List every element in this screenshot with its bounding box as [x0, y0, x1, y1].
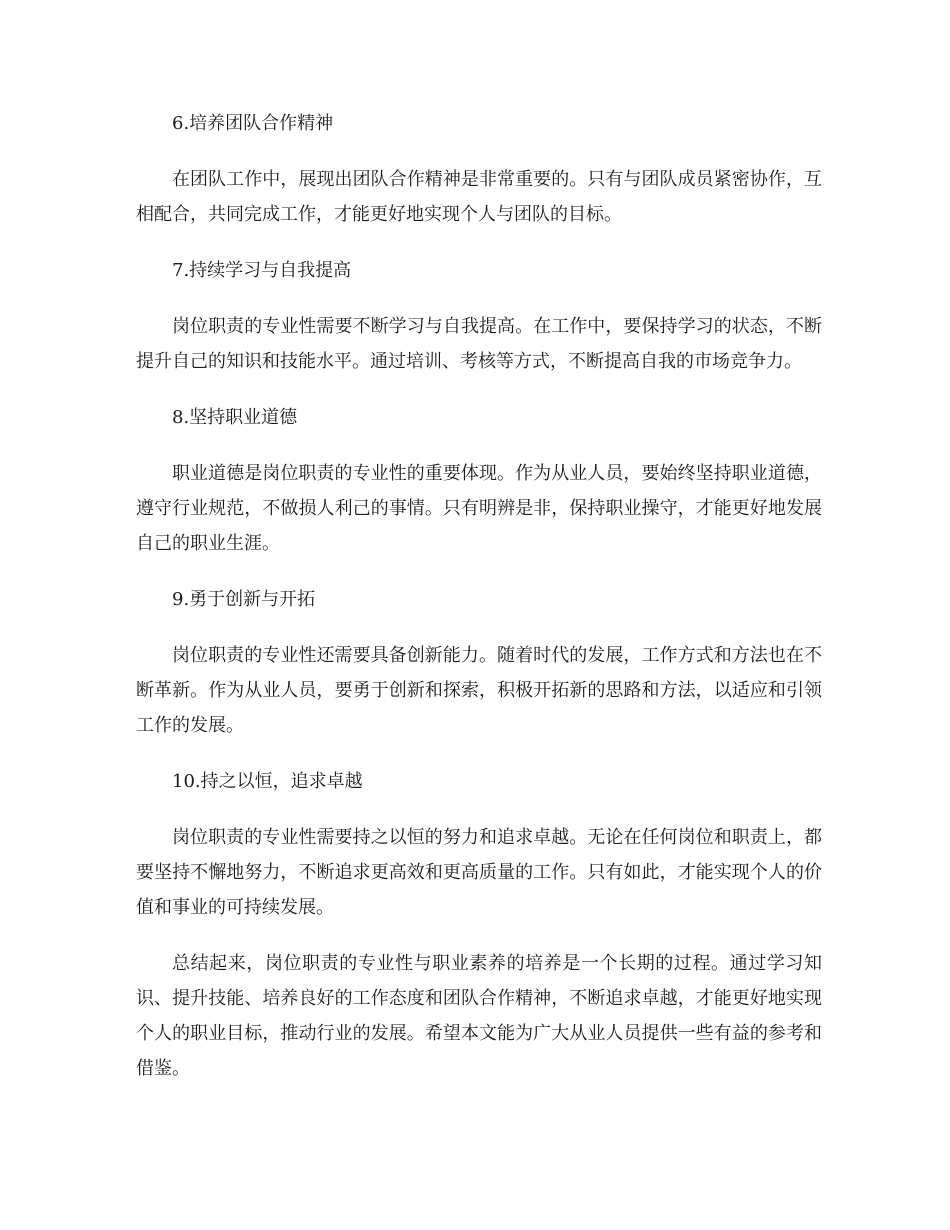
- section-heading-7: 7.持续学习与自我提高: [172, 260, 352, 281]
- section-paragraph-6: 在团队工作中，展现出团队合作精神是非常重要的。只有与团队成员紧密协作，互相配合，共同完成工作，才能更好地实现个人与团队的目标。: [136, 169, 822, 225]
- section-heading-6: 6.培养团队合作精神: [172, 113, 334, 134]
- conclusion-paragraph: 总结起来，岗位职责的专业性与职业素养的培养是一个长期的过程。通过学习知识、提升技能、培养良好的工作态度和团队合作精神，不断追求卓越，才能更好地实现个人的职业目标，推动行业的发展。希望本文能为广大从业人员提供一些有益的参考和借鉴。: [136, 953, 822, 1079]
- section-heading-9: 9.勇于创新与开拓: [172, 589, 316, 610]
- section-paragraph-8: 职业道德是岗位职责的专业性的重要体现。作为从业人员，要始终坚持职业道德，遵守行业规范，不做损人利己的事情。只有明辨是非，保持职业操守，才能更好地发展自己的职业生涯。: [136, 463, 822, 554]
- section-heading-8: 8.坚持职业道德: [172, 407, 298, 428]
- section-paragraph-10: 岗位职责的专业性需要持之以恒的努力和追求卓越。无论在任何岗位和职责上，都要坚持不懈地努力，不断追求更高效和更高质量的工作。只有如此，才能实现个人的价值和事业的可持续发展。: [136, 827, 822, 918]
- document-body: [136, 106, 822, 1107]
- section-paragraph-9: 岗位职责的专业性还需要具备创新能力。随着时代的发展，工作方式和方法也在不断革新。作为从业人员，要勇于创新和探索，积极开拓新的思路和方法，以适应和引领工作的发展。: [136, 645, 822, 736]
- section-heading-10: 10.持之以恒，追求卓越: [172, 771, 363, 792]
- section-paragraph-7: 岗位职责的专业性需要不断学习与自我提高。在工作中，要保持学习的状态，不断提升自己的知识和技能水平。通过培训、考核等方式，不断提高自我的市场竞争力。: [136, 316, 822, 372]
